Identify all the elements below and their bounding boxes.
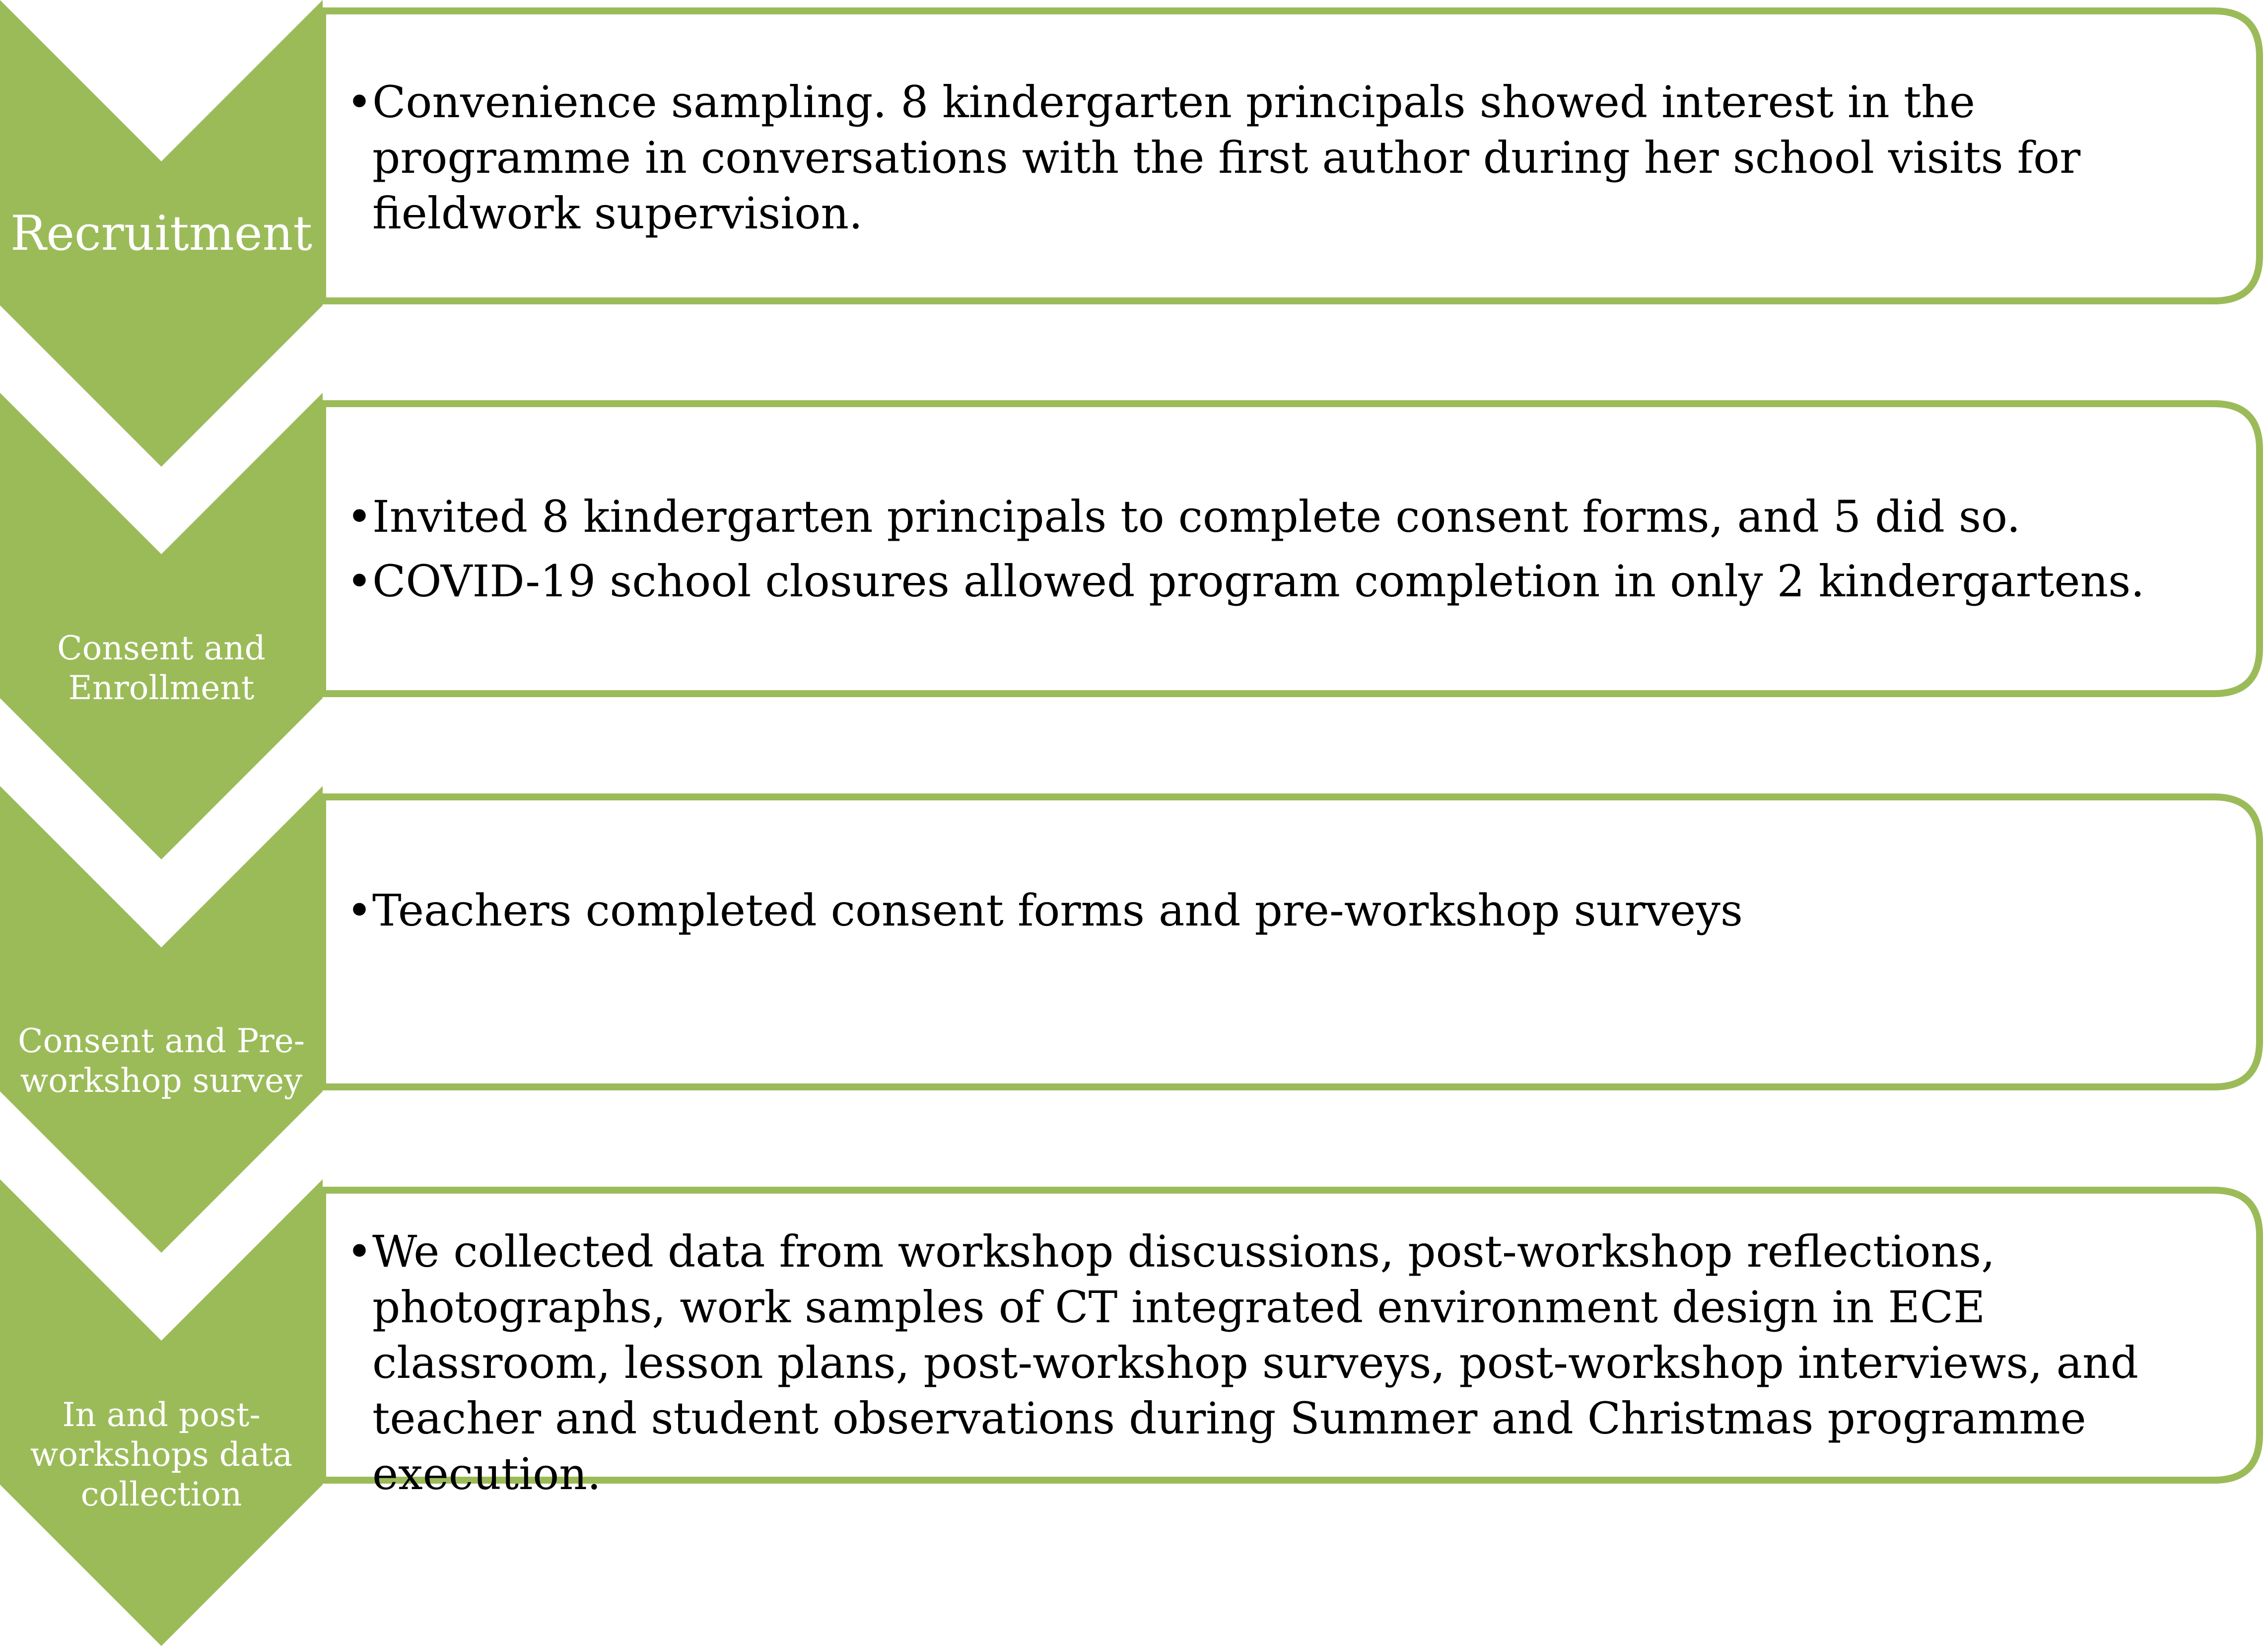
- step-3-box: [323, 797, 2260, 1087]
- step-4-label-text: In and post-workshops data collection: [30, 1396, 293, 1513]
- step-3-label: [0, 982, 323, 1101]
- step-2-label-text: Consent and Enrollment: [57, 629, 266, 707]
- step-4-content: [323, 1224, 2254, 1502]
- step-2-bullet-list: [346, 489, 2209, 609]
- step-2-bullet-1: • Invited 8 kindergarten principals to complete consent forms, and 5 did so.: [346, 489, 2209, 545]
- step-4-label: [0, 1356, 323, 1514]
- step-1-bullet-1: • Convenience sampling. 8 kindergarten principals showed interest in the programme in conversations with the first author during her school visits for fieldwork supervision.: [346, 74, 2209, 241]
- step-2-content: [323, 489, 2254, 609]
- step-3-content: [323, 883, 2254, 938]
- step-1-bullet-list: [346, 74, 2209, 241]
- step-3-bullet-1: • Teachers completed consent forms and pre-workshop surveys: [346, 883, 2209, 938]
- step-3-label-text: Consent and Pre-workshop survey: [17, 1022, 305, 1100]
- step-2-label: [0, 589, 323, 708]
- step-4-bullet-list: [346, 1224, 2224, 1502]
- step-2-bullet-2: • COVID-19 school closures allowed program completion in only 2 kindergartens.: [346, 554, 2209, 609]
- step-4-bullet-1: • We collected data from workshop discussions, post-workshop reflections, photographs, work samples of CT integrated environment design in ECE classroom, lesson plans, post-workshop surveys, post-workshop interviews, and teacher and student observations during Summer and Christmas programme execution.: [346, 1224, 2224, 1502]
- step-1-label: Recruitment: [10, 206, 313, 261]
- step-3-bullet-list: [346, 883, 2209, 938]
- step-1-content: [323, 74, 2254, 241]
